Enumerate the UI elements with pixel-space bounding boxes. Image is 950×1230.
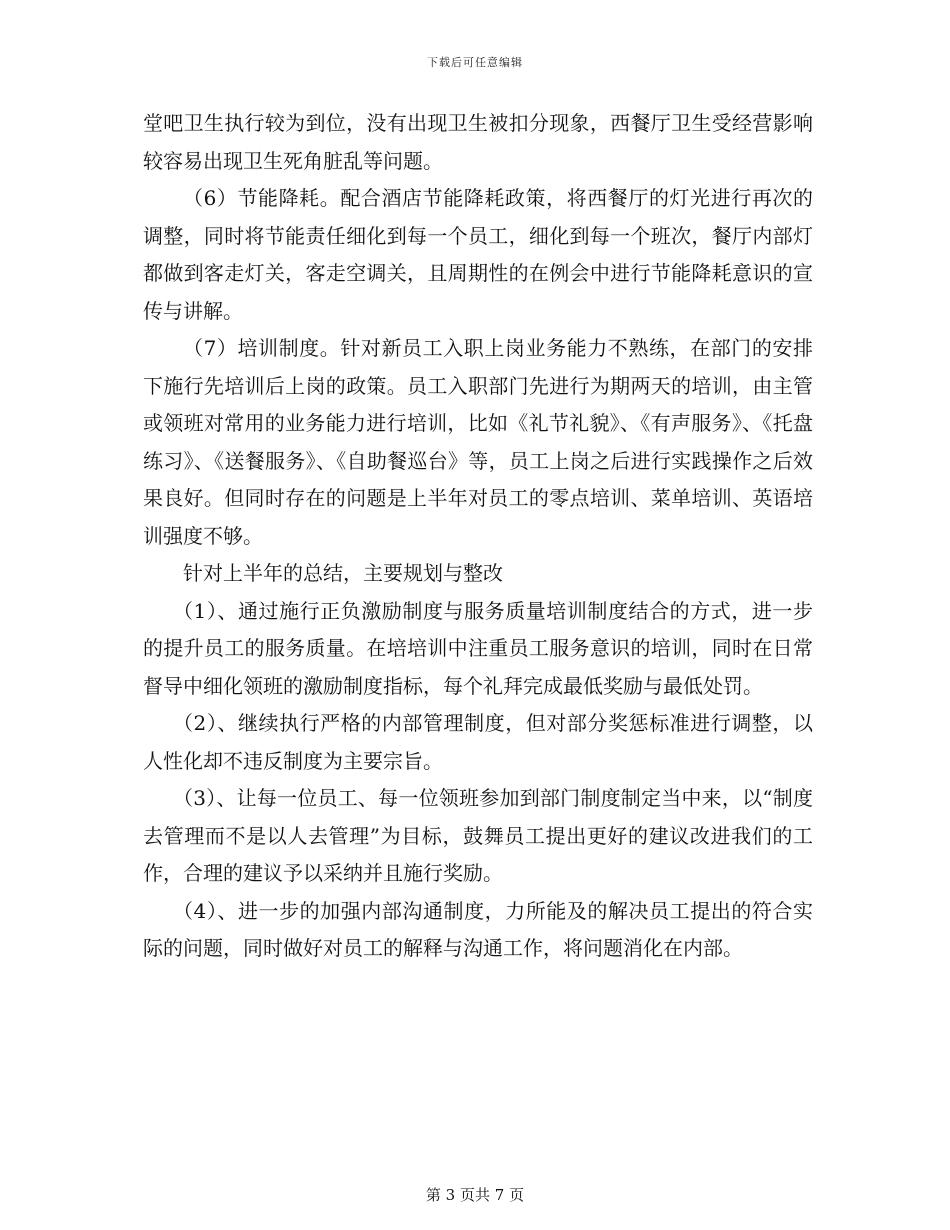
paragraph-hygiene-continuation: 堂吧卫生执行较为到位，没有出现卫生被扣分现象，西餐厅卫生受经营影响较容易出现卫生死角脏乱等问题。 [143,111,813,173]
page-number: 第 3 页共 7 页 [425,1186,525,1204]
paragraph-plan-3: （3）、让每一位员工、每一位领班参加到部门制度制定当中来，以“制度去管理而不是以人去管理”为目标，鼓舞员工提出更好的建议改进我们的工作，合理的建议予以采纳并且施行奖励。 [143,786,813,885]
paragraph-energy-saving: （6）节能降耗。配合酒店节能降耗政策，将西餐厅的灯光进行再次的调整，同时将节能责任细化到每一个员工，细化到每一个班次，餐厅内部灯都做到客走灯关，客走空调关，且周期性的在例会中进行节能降耗意识的宣传与讲解。 [143,186,813,323]
page-header: 下载后可任意编辑 [427,56,523,69]
document-body [143,105,813,968]
paragraph-plan-1: （1）、通过施行正负激励制度与服务质量培训制度结合的方式，进一步的提升员工的服务质量。在培培训中注重员工服务意识的培训，同时在日常督导中细化领班的激励制度指标，每个礼拜完成最低奖励与最低处罚。 [143,598,813,698]
paragraph-plan-2: （2）、继续执行严格的内部管理制度，但对部分奖惩标准进行调整，以人性化却不违反制度为主要宗旨。 [143,711,813,773]
paragraph-summary-heading: 针对上半年的总结，主要规划与整改 [183,561,503,585]
paragraph-training-system: （7）培训制度。针对新员工入职上岗业务能力不熟练，在部门的安排下施行先培训后上岗的政策。员工入职部门先进行为期两天的培训，由主管或领班对常用的业务能力进行培训，比如《礼节礼貌》、《有声服务》、《托盘练习》、《送餐服务》、《自助餐巡台》等，员工上岗之后进行实践操作之后效果良好。但同时存在的问题是上半年对员工的零点培训、菜单培训、英语培训强度不够。 [143,336,813,548]
paragraph-plan-4: （4）、进一步的加强内部沟通制度，力所能及的解决员工提出的符合实际的问题，同时做好对员工的解释与沟通工作，将问题消化在内部。 [143,898,813,960]
